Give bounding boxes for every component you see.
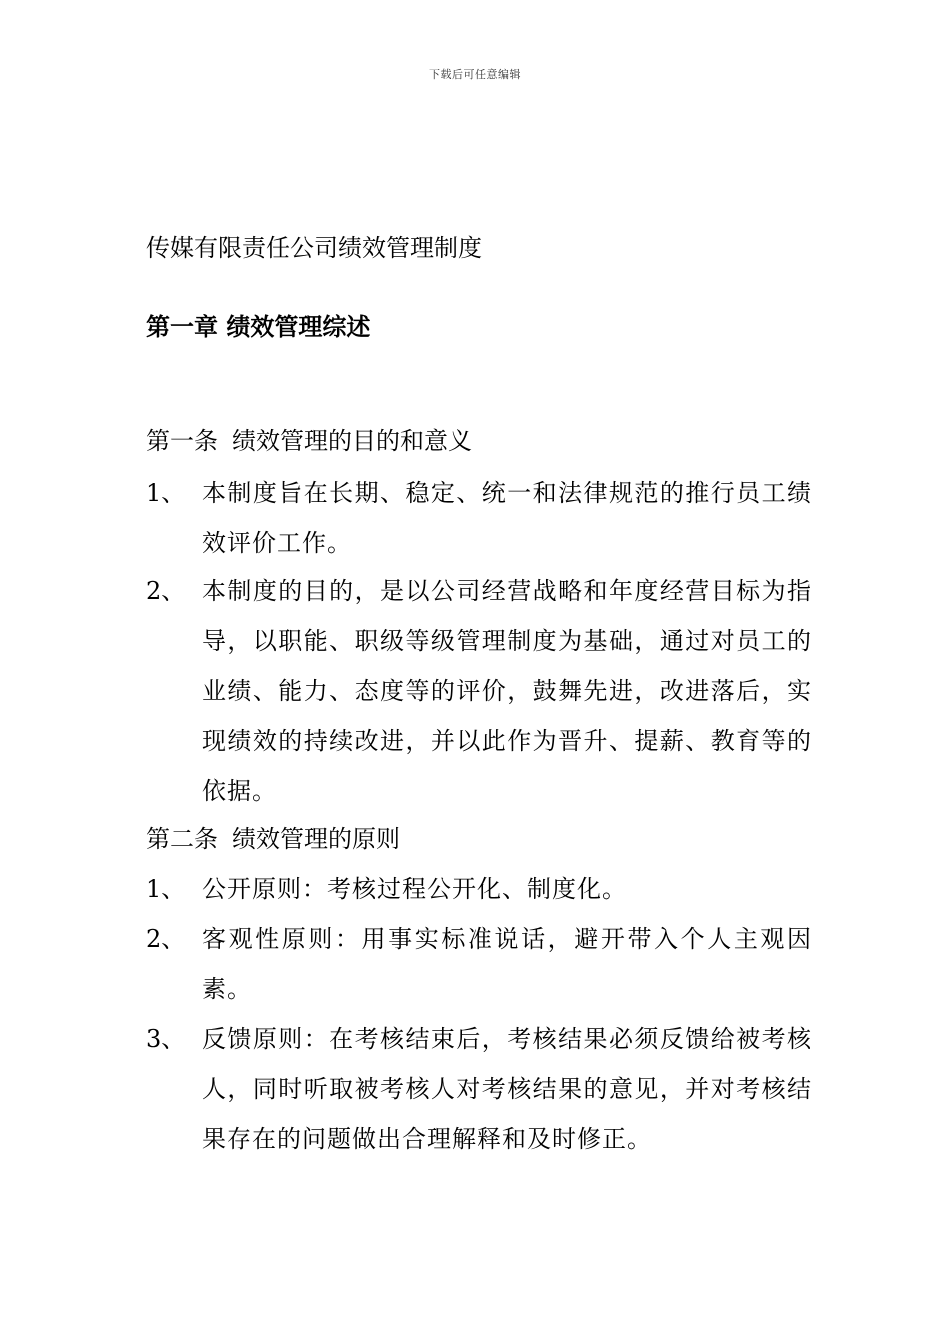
chapter-title: 第一章 绩效管理综述 — [146, 313, 371, 341]
list-item — [146, 1014, 826, 1164]
list-item-text: 本制度旨在长期、稳定、统一和法律规范的推行员工绩效评价工作。 — [202, 479, 812, 557]
list-item-text: 客观性原则：用事实标准说话，避开带入个人主观因素。 — [202, 925, 812, 1003]
article-number: 第一条 — [146, 427, 218, 455]
list-item-text: 公开原则：考核过程公开化、制度化。 — [202, 875, 627, 903]
list-marker: 3、 — [146, 1025, 186, 1053]
list-marker: 1、 — [146, 479, 186, 507]
list-item — [146, 864, 826, 914]
list-item — [146, 468, 826, 568]
list-item-text: 本制度的目的，是以公司经营战略和年度经营目标为指导，以职能、职级等级管理制度为基础，通过对员工的业绩、能力、态度等的评价，鼓舞先进，改进落后，实现绩效的持续改进，并以此作为晋升、提薪、教育等的依据。 — [202, 577, 812, 805]
document-title: 传媒有限责任公司绩效管理制度 — [146, 234, 482, 262]
article-number: 第二条 — [146, 825, 218, 853]
list-item — [146, 566, 826, 816]
list-marker: 2、 — [146, 577, 186, 605]
article-title: 绩效管理的目的和意义 — [232, 427, 472, 455]
list-marker: 2、 — [146, 925, 186, 953]
list-item-text: 反馈原则：在考核结束后，考核结果必须反馈给被考核人，同时听取被考核人对考核结果的意见，并对考核结果存在的问题做出合理解释和及时修正。 — [202, 1025, 812, 1153]
list-marker: 1、 — [146, 875, 186, 903]
article-heading-2 — [146, 824, 400, 854]
page-header-note: 下载后可任意编辑 — [429, 68, 521, 81]
list-item — [146, 914, 826, 1014]
article-title: 绩效管理的原则 — [232, 825, 400, 853]
article-heading-1 — [146, 426, 472, 456]
